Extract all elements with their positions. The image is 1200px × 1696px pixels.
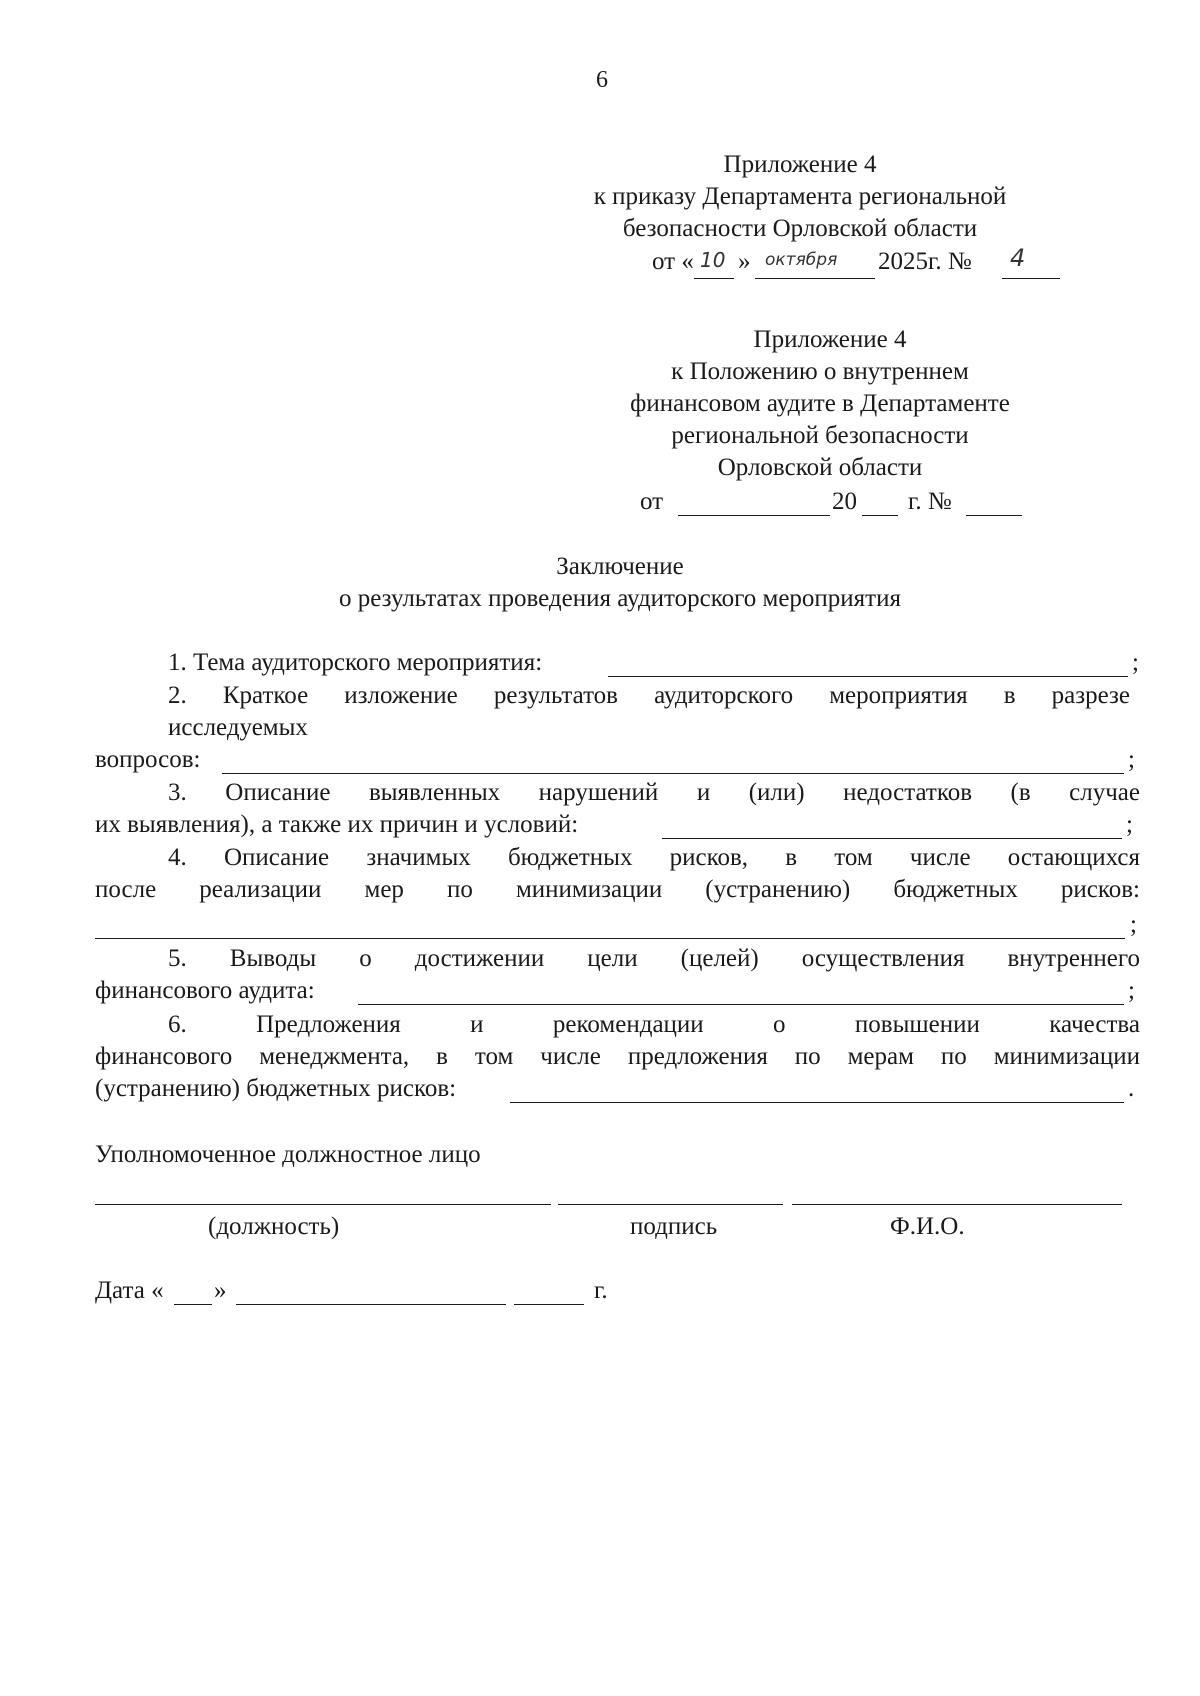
regulation-date-g: г. № [908,488,952,515]
regulation-date-line [678,515,830,516]
item-5-line2: финансового аудита: [95,977,315,1004]
item-2-end: ; [1128,746,1135,773]
order-date-day-line [694,278,734,279]
regulation-year-line [862,515,898,516]
signature-date-day-line [174,1304,212,1305]
item-2-line3: вопросов: [95,746,201,773]
item-3-line1: 3. Описание выявленных нарушений и (или) недостатков (в случае [168,779,1140,806]
item-1-end: ; [1132,649,1139,676]
regulation-appendix-line2: финансовом аудите в Департаменте [630,390,1010,417]
item-5-end: ; [1128,977,1135,1004]
name-line [792,1204,1122,1205]
item-6-line2: финансового менеджмента, в том числе предложения по мерам по минимизации [95,1043,1140,1070]
item-4-end: ; [1130,911,1137,938]
order-number-line [1002,278,1060,279]
item-2-line1: 2. Краткое изложение результатов аудиторского мероприятия в разрезе [168,682,1130,709]
regulation-appendix-line4: Орловской области [717,454,923,481]
regulation-appendix-title: Приложение 4 [753,326,907,353]
item-6-line1: 6. Предложения и рекомендации о повышении качества [168,1011,1140,1038]
position-label: (должность) [208,1213,340,1240]
signature-line [558,1204,783,1205]
order-date-month: октября [765,250,838,270]
item-2-fill-line [222,773,1124,774]
order-appendix-line2: безопасности Орловской области [622,215,978,242]
order-number: 4 [1010,244,1026,272]
order-appendix-title: Приложение 4 [723,151,877,178]
item-1-line [608,676,1128,677]
signature-date-prefix: Дата « [95,1277,164,1304]
item-5-line1: 5. Выводы о достижении цели (целей) осуществления внутреннего [168,945,1140,972]
signature-date-month-line [236,1304,506,1305]
page-number: 6 [596,67,608,93]
order-appendix-line1: к приказу Департамента региональной [593,183,1007,210]
item-6-end: . [1128,1075,1135,1102]
official-label: Уполномоченное должностное лицо [95,1141,481,1168]
item-6-line3: (устранению) бюджетных рисков: [95,1075,457,1102]
signature-date-g: г. [594,1277,608,1304]
item-1-text: 1. Тема аудиторского мероприятия: [168,649,543,676]
regulation-appendix-line1: к Положению о внутреннем [671,358,969,385]
item-4-fill-line [95,938,1125,939]
regulation-date-year: 20 [832,488,857,515]
signature-date-sep: » [214,1277,227,1304]
item-4-line1: 4. Описание значимых бюджетных рисков, в том числе остающихся [168,844,1140,871]
heading-line1: Заключение [556,553,684,580]
signature-date-year-line [514,1304,584,1305]
regulation-number-line [966,515,1022,516]
item-3-line2: их выявления), а также их причин и условий: [95,811,579,838]
signature-label: подпись [630,1213,718,1240]
heading-line2: о результатах проведения аудиторского мероприятия [339,585,901,612]
regulation-appendix-line3: региональной безопасности [671,422,969,449]
name-label: Ф.И.О. [890,1213,965,1240]
order-date-prefix: от « [652,248,694,275]
regulation-date-prefix: от [640,488,664,515]
order-date-sep: » [738,248,751,275]
order-date-year: 2025г. № [878,248,972,275]
item-6-fill-line [510,1102,1124,1103]
item-3-fill-line [662,838,1122,839]
item-4-line2: после реализации мер по минимизации (устранению) бюджетных рисков: [95,876,1140,903]
order-date-month-line [755,278,875,279]
item-3-end: ; [1126,811,1133,838]
item-5-fill-line [358,1004,1124,1005]
item-2-line2: исследуемых [168,714,308,741]
position-line [95,1204,551,1205]
order-date-day: 10 [700,248,726,272]
